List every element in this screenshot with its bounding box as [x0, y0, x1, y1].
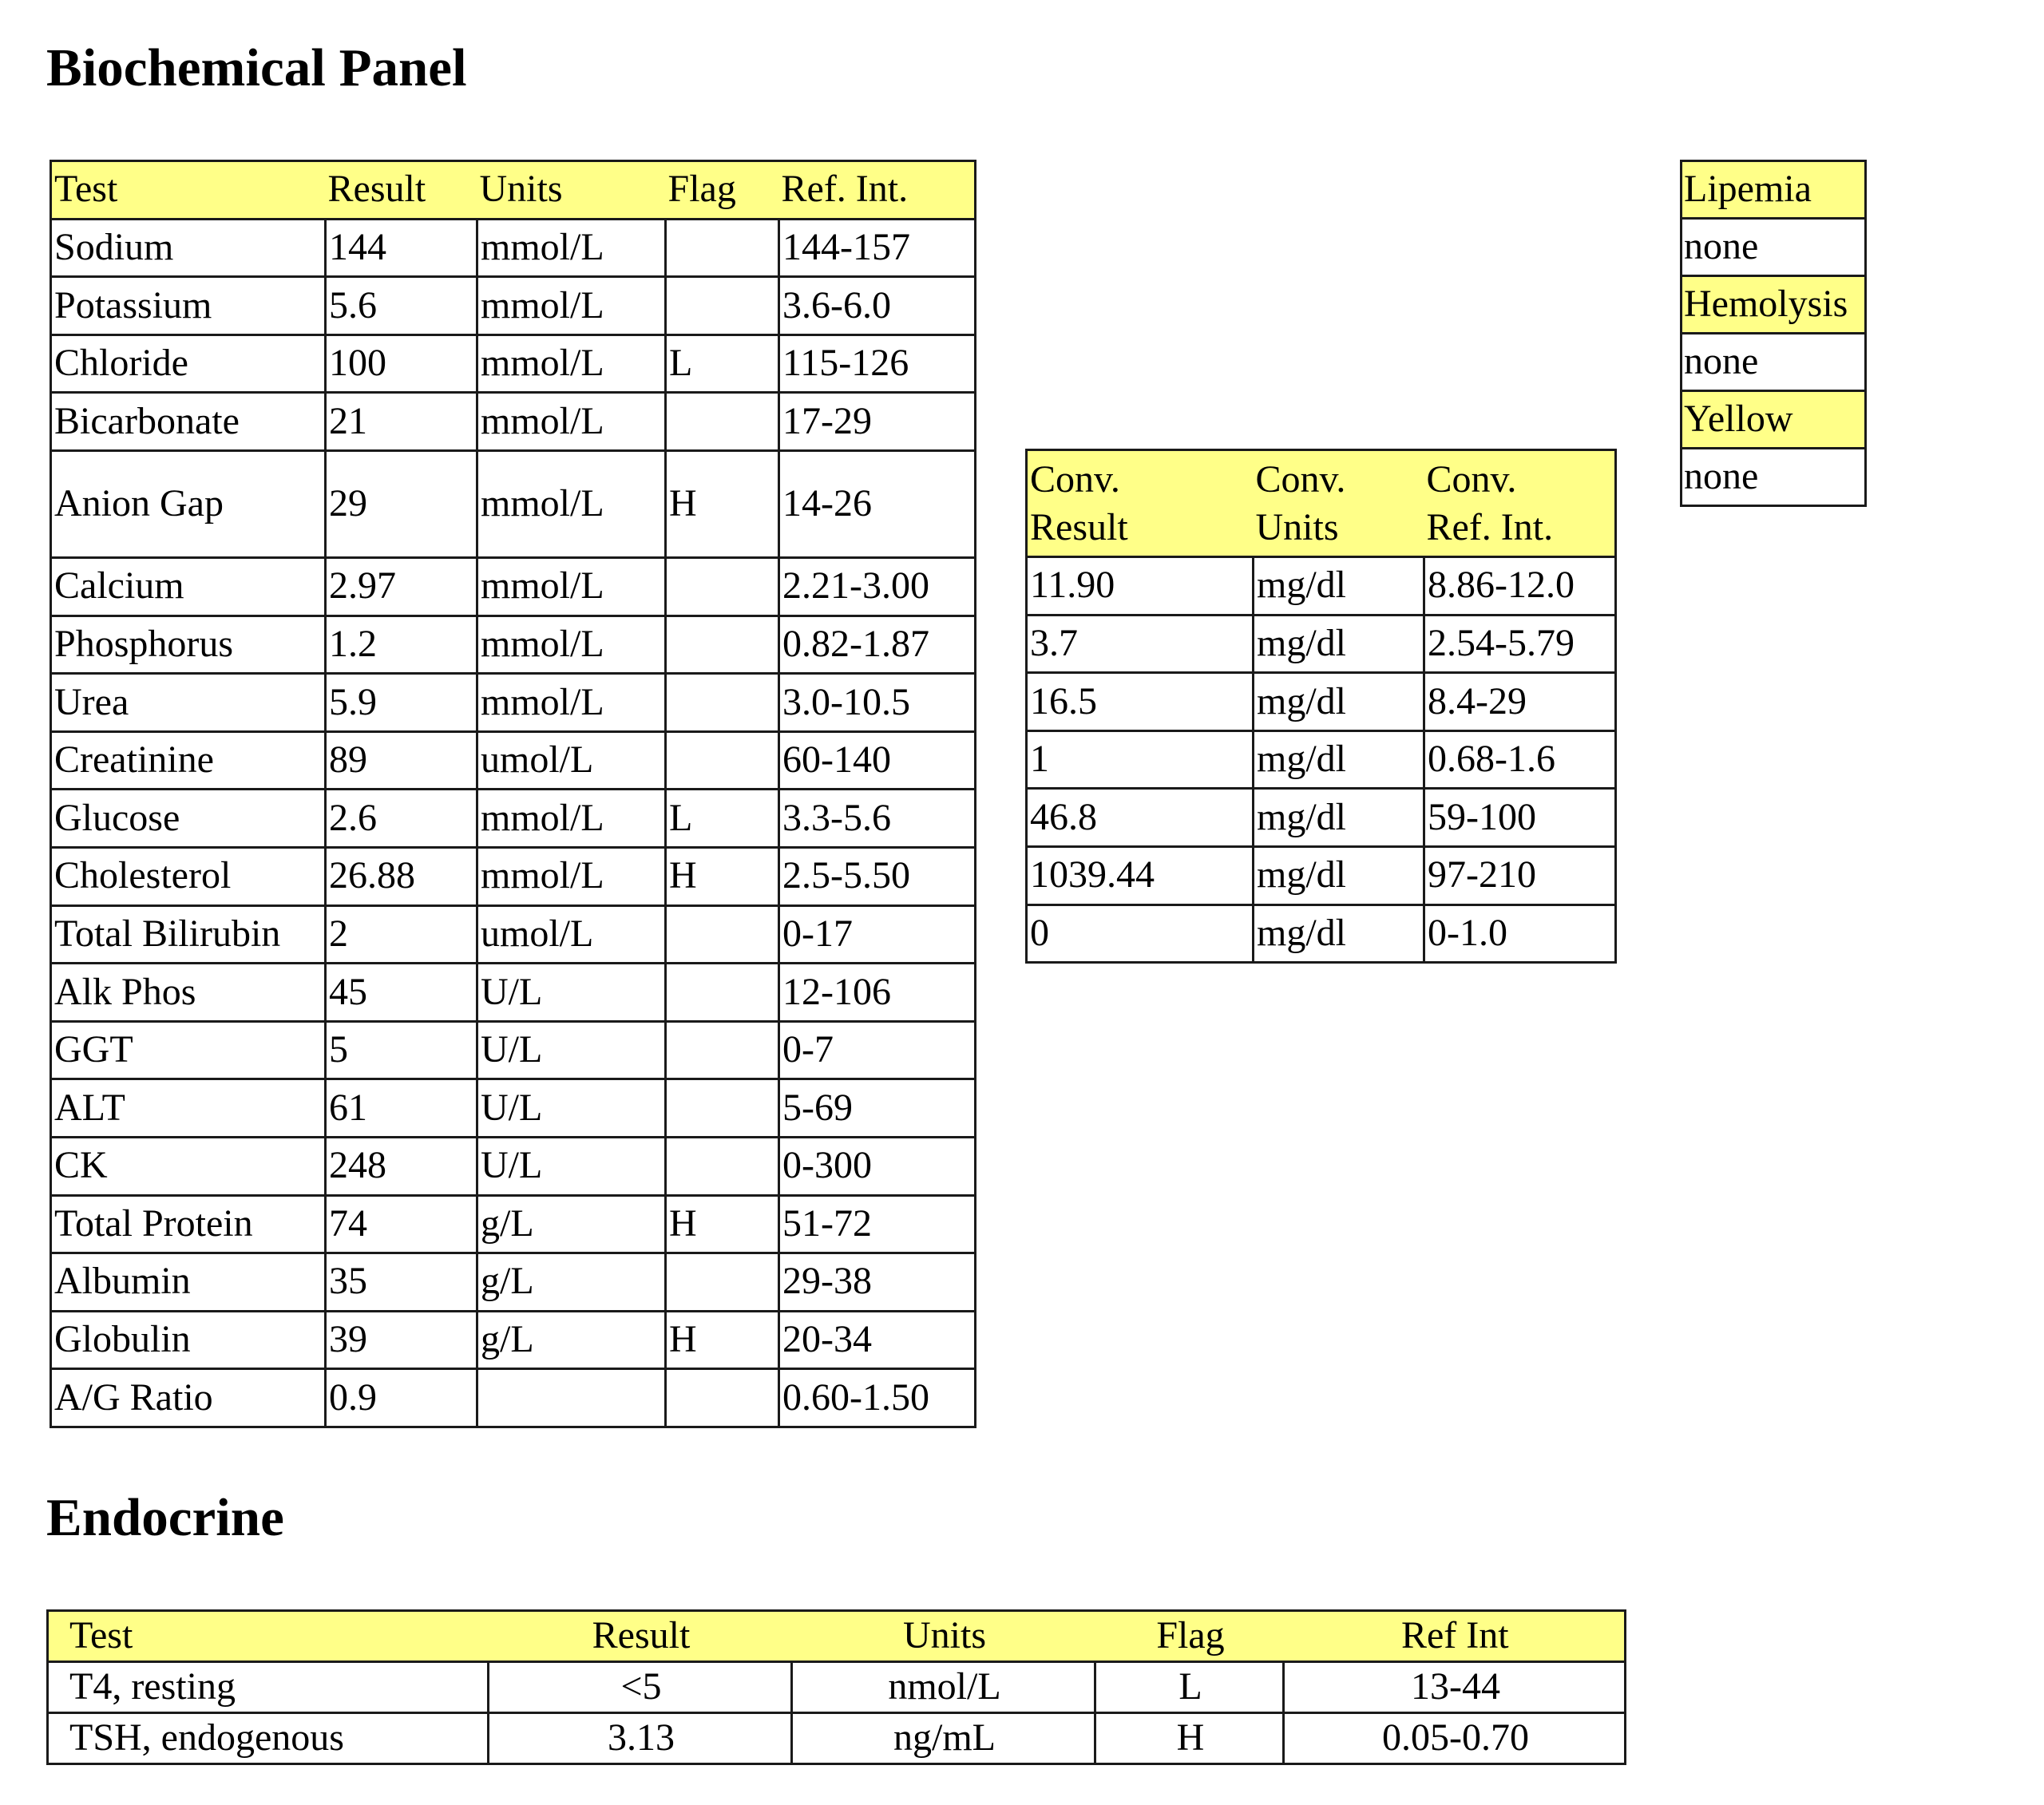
table-row — [51, 1369, 976, 1427]
cell-conv-units: mg/dl — [1254, 730, 1424, 789]
cell-conv-result: 1039.44 — [1027, 846, 1254, 904]
table-row — [1027, 557, 1616, 616]
quality-label: Lipemia — [1682, 161, 1866, 219]
cell-flag — [666, 731, 779, 790]
cell-flag — [666, 1079, 779, 1138]
cell-ref-int: 3.6-6.0 — [779, 277, 976, 335]
cell-ref-int: 0.60-1.50 — [779, 1369, 976, 1427]
header-ref-int: Ref. Int. — [779, 161, 976, 220]
cell-ref-int: 29-38 — [779, 1253, 976, 1312]
cell-units: mmol/L — [477, 277, 666, 335]
header-line: Conv. — [1030, 457, 1120, 501]
cell-result: 5 — [326, 1021, 477, 1079]
quality-value: none — [1682, 334, 1866, 391]
quality-value: none — [1682, 449, 1866, 506]
cell-test: Calcium — [51, 557, 326, 616]
cell-ref-int: 0-17 — [779, 905, 976, 964]
quality-label-row — [1682, 391, 1866, 449]
cell-result: 5.6 — [326, 277, 477, 335]
cell-units — [477, 1369, 666, 1427]
cell-units: g/L — [477, 1311, 666, 1369]
cell-units: ng/mL — [792, 1713, 1095, 1764]
cell-test: Total Protein — [51, 1195, 326, 1253]
cell-ref-int: 12-106 — [779, 964, 976, 1022]
cell-units: mmol/L — [477, 334, 666, 393]
cell-units: mmol/L — [477, 616, 666, 674]
table-row — [1027, 789, 1616, 847]
conversion-header-row — [1027, 450, 1616, 557]
cell-units: g/L — [477, 1253, 666, 1312]
cell-units: mmol/L — [477, 790, 666, 848]
cell-units: mmol/L — [477, 393, 666, 451]
table-row — [51, 1311, 976, 1369]
header-conv-result — [1027, 450, 1254, 557]
cell-conv-result: 46.8 — [1027, 789, 1254, 847]
cell-result: 2 — [326, 905, 477, 964]
cell-ref-int: 0.05-0.70 — [1284, 1713, 1626, 1764]
table-row — [1027, 615, 1616, 673]
cell-flag: H — [666, 1195, 779, 1253]
header-line: Result — [1030, 505, 1128, 548]
table-row — [51, 674, 976, 732]
cell-conv-ref-int: 59-100 — [1424, 789, 1616, 847]
cell-flag — [666, 219, 779, 277]
cell-conv-ref-int: 8.86-12.0 — [1424, 557, 1616, 616]
table-row — [51, 450, 976, 557]
cell-result: 5.9 — [326, 674, 477, 732]
table-header-row — [51, 161, 976, 220]
cell-result: 29 — [326, 450, 477, 557]
quality-label: Yellow — [1682, 391, 1866, 449]
cell-flag: L — [666, 790, 779, 848]
cell-conv-result: 3.7 — [1027, 615, 1254, 673]
cell-result: 3.13 — [489, 1713, 792, 1764]
cell-units: umol/L — [477, 731, 666, 790]
cell-flag: H — [666, 847, 779, 905]
cell-result: 26.88 — [326, 847, 477, 905]
cell-conv-units: mg/dl — [1254, 673, 1424, 731]
cell-ref-int: 20-34 — [779, 1311, 976, 1369]
cell-test: T4, resting — [48, 1662, 489, 1713]
cell-test: TSH, endogenous — [48, 1713, 489, 1764]
cell-ref-int: 3.0-10.5 — [779, 674, 976, 732]
cell-conv-ref-int: 0-1.0 — [1424, 904, 1616, 963]
cell-conv-ref-int: 2.54-5.79 — [1424, 615, 1616, 673]
cell-units: U/L — [477, 1137, 666, 1195]
biochemical-panel-title: Biochemical Panel — [46, 38, 467, 97]
cell-conv-units: mg/dl — [1254, 789, 1424, 847]
cell-test: ALT — [51, 1079, 326, 1138]
cell-result: 100 — [326, 334, 477, 393]
cell-flag — [666, 393, 779, 451]
quality-label-row — [1682, 161, 1866, 219]
cell-ref-int: 2.5-5.50 — [779, 847, 976, 905]
header-conv-units — [1254, 450, 1424, 557]
cell-ref-int: 51-72 — [779, 1195, 976, 1253]
cell-result: 74 — [326, 1195, 477, 1253]
cell-result: 248 — [326, 1137, 477, 1195]
table-row — [51, 1253, 976, 1312]
cell-result: 2.97 — [326, 557, 477, 616]
cell-conv-ref-int: 0.68-1.6 — [1424, 730, 1616, 789]
cell-conv-result: 16.5 — [1027, 673, 1254, 731]
header-test: Test — [51, 161, 326, 220]
cell-flag — [666, 277, 779, 335]
table-row — [51, 616, 976, 674]
cell-test: Creatinine — [51, 731, 326, 790]
header-ref-int: Ref Int — [1284, 1611, 1626, 1662]
cell-result: 61 — [326, 1079, 477, 1138]
cell-ref-int: 144-157 — [779, 219, 976, 277]
cell-conv-units: mg/dl — [1254, 904, 1424, 963]
cell-ref-int: 115-126 — [779, 334, 976, 393]
cell-conv-ref-int: 8.4-29 — [1424, 673, 1616, 731]
quality-value-row — [1682, 449, 1866, 506]
header-line: Units — [1255, 505, 1339, 548]
cell-units: mmol/L — [477, 557, 666, 616]
cell-units: U/L — [477, 964, 666, 1022]
cell-test: Total Bilirubin — [51, 905, 326, 964]
header-line: Conv. — [1426, 457, 1517, 501]
sample-quality-table — [1680, 160, 1867, 507]
header-line: Ref. Int. — [1426, 505, 1554, 548]
cell-conv-result: 1 — [1027, 730, 1254, 789]
cell-test: Sodium — [51, 219, 326, 277]
cell-ref-int: 2.21-3.00 — [779, 557, 976, 616]
cell-test: Potassium — [51, 277, 326, 335]
conversion-table — [1025, 449, 1617, 964]
cell-ref-int: 0-7 — [779, 1021, 976, 1079]
cell-result: 39 — [326, 1311, 477, 1369]
cell-conv-ref-int: 97-210 — [1424, 846, 1616, 904]
endocrine-title: Endocrine — [46, 1488, 284, 1547]
table-row — [1027, 673, 1616, 731]
cell-flag — [666, 674, 779, 732]
cell-flag — [666, 1369, 779, 1427]
header-result: Result — [489, 1611, 792, 1662]
table-row — [1027, 904, 1616, 963]
table-row — [51, 964, 976, 1022]
header-flag: Flag — [666, 161, 779, 220]
cell-flag — [666, 616, 779, 674]
cell-units: nmol/L — [792, 1662, 1095, 1713]
table-row — [48, 1713, 1626, 1764]
header-test: Test — [48, 1611, 489, 1662]
table-row — [1027, 846, 1616, 904]
cell-units: U/L — [477, 1079, 666, 1138]
table-row — [51, 905, 976, 964]
cell-test: Albumin — [51, 1253, 326, 1312]
cell-result: 2.6 — [326, 790, 477, 848]
cell-flag — [666, 1021, 779, 1079]
table-row — [51, 847, 976, 905]
table-row — [51, 1079, 976, 1138]
table-row — [51, 1137, 976, 1195]
header-line: Conv. — [1255, 457, 1346, 501]
cell-conv-units: mg/dl — [1254, 615, 1424, 673]
header-flag: Flag — [1095, 1611, 1284, 1662]
cell-result: 45 — [326, 964, 477, 1022]
cell-flag — [666, 1253, 779, 1312]
cell-units: mmol/L — [477, 847, 666, 905]
cell-result: 0.9 — [326, 1369, 477, 1427]
cell-ref-int: 3.3-5.6 — [779, 790, 976, 848]
cell-result: 1.2 — [326, 616, 477, 674]
table-row — [51, 219, 976, 277]
cell-ref-int: 17-29 — [779, 393, 976, 451]
quality-value-row — [1682, 219, 1866, 276]
cell-flag: H — [1095, 1713, 1284, 1764]
cell-ref-int: 5-69 — [779, 1079, 976, 1138]
table-row — [51, 790, 976, 848]
cell-test: Anion Gap — [51, 450, 326, 557]
cell-test: Urea — [51, 674, 326, 732]
cell-result: 35 — [326, 1253, 477, 1312]
quality-value: none — [1682, 219, 1866, 276]
header-conv-ref-int — [1424, 450, 1616, 557]
cell-test: Cholesterol — [51, 847, 326, 905]
cell-flag — [666, 905, 779, 964]
cell-result: 21 — [326, 393, 477, 451]
cell-conv-units: mg/dl — [1254, 846, 1424, 904]
cell-conv-result: 0 — [1027, 904, 1254, 963]
table-row — [51, 1021, 976, 1079]
cell-flag: L — [1095, 1662, 1284, 1713]
table-row — [48, 1662, 1626, 1713]
cell-test: A/G Ratio — [51, 1369, 326, 1427]
quality-label: Hemolysis — [1682, 276, 1866, 334]
endocrine-header-row — [48, 1611, 1626, 1662]
cell-ref-int: 13-44 — [1284, 1662, 1626, 1713]
table-row — [51, 731, 976, 790]
table-row — [51, 557, 976, 616]
cell-test: Globulin — [51, 1311, 326, 1369]
cell-flag: L — [666, 334, 779, 393]
table-row — [51, 277, 976, 335]
cell-ref-int: 0.82-1.87 — [779, 616, 976, 674]
cell-test: Chloride — [51, 334, 326, 393]
cell-units: U/L — [477, 1021, 666, 1079]
cell-flag: H — [666, 450, 779, 557]
cell-conv-units: mg/dl — [1254, 557, 1424, 616]
cell-flag — [666, 964, 779, 1022]
quality-value-row — [1682, 334, 1866, 391]
cell-flag: H — [666, 1311, 779, 1369]
cell-ref-int: 14-26 — [779, 450, 976, 557]
table-row — [1027, 730, 1616, 789]
header-units: Units — [792, 1611, 1095, 1662]
cell-units: g/L — [477, 1195, 666, 1253]
cell-units: umol/L — [477, 905, 666, 964]
cell-test: CK — [51, 1137, 326, 1195]
table-row — [51, 393, 976, 451]
cell-ref-int: 0-300 — [779, 1137, 976, 1195]
cell-units: mmol/L — [477, 219, 666, 277]
quality-label-row — [1682, 276, 1866, 334]
cell-flag — [666, 557, 779, 616]
cell-test: Glucose — [51, 790, 326, 848]
cell-units: mmol/L — [477, 450, 666, 557]
cell-result: <5 — [489, 1662, 792, 1713]
table-row — [51, 1195, 976, 1253]
cell-test: Alk Phos — [51, 964, 326, 1022]
cell-test: Phosphorus — [51, 616, 326, 674]
cell-test: Bicarbonate — [51, 393, 326, 451]
cell-result: 89 — [326, 731, 477, 790]
header-units: Units — [477, 161, 666, 220]
header-result: Result — [326, 161, 477, 220]
cell-result: 144 — [326, 219, 477, 277]
biochemical-panel-table — [50, 160, 976, 1428]
cell-ref-int: 60-140 — [779, 731, 976, 790]
cell-flag — [666, 1137, 779, 1195]
cell-units: mmol/L — [477, 674, 666, 732]
table-row — [51, 334, 976, 393]
endocrine-table — [46, 1609, 1626, 1765]
cell-conv-result: 11.90 — [1027, 557, 1254, 616]
cell-test: GGT — [51, 1021, 326, 1079]
